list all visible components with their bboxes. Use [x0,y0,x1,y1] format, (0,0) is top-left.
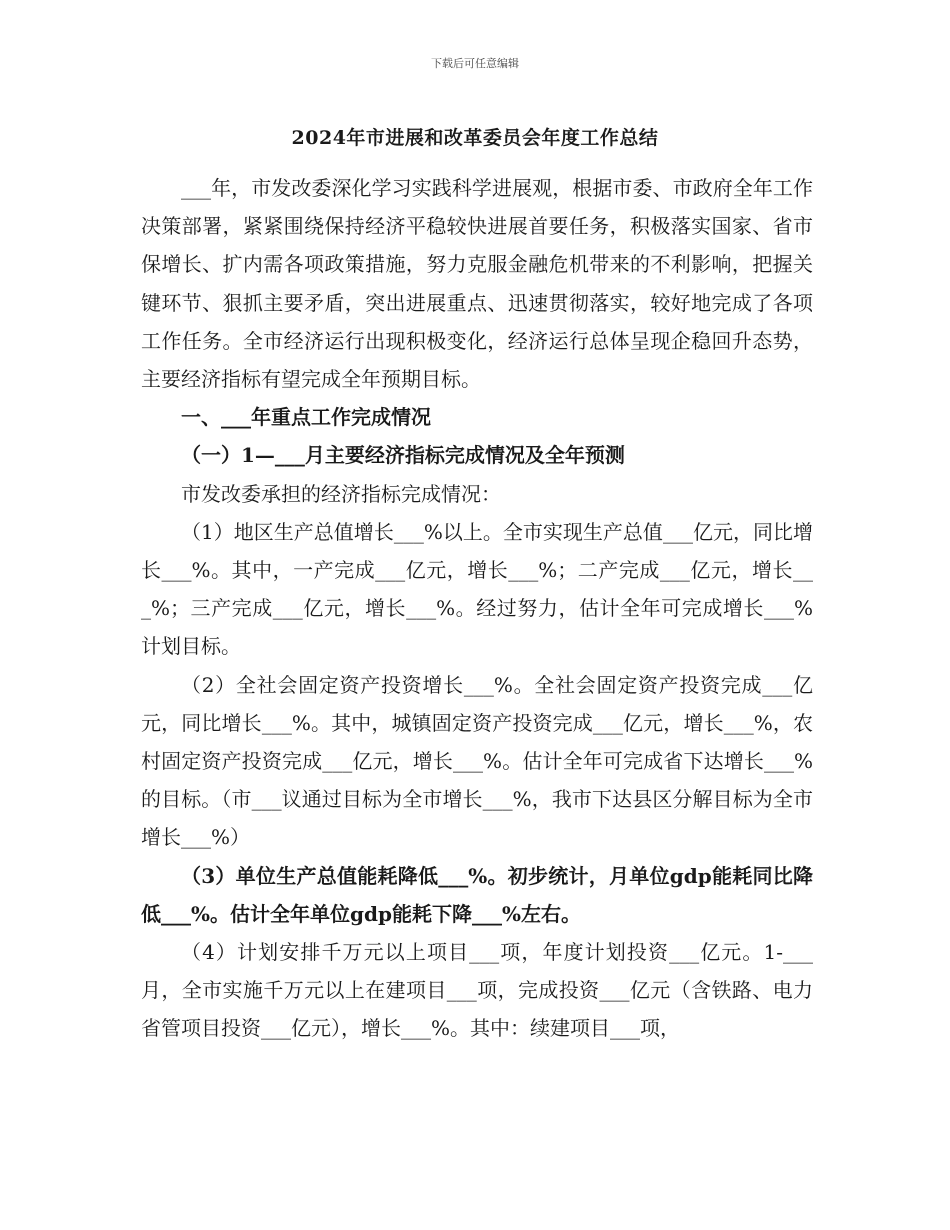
intro-paragraph: ___年，市发改委深化学习实践科学进展观，根据市委、市政府全年工作决策部署，紧紧围绕保持经济平稳较快进展首要任务，积极落实国家、省市保增长、扩内需各项政策措施，努力克服金融危机带来的不利影响，把握关键环节、狠抓主要矛盾，突出进展重点、迅速贯彻落实，较好地完成了各项工作任务。全市经济运行出现积极变化，经济运行总体呈现企稳回升态势，主要经济指标有望完成全年预期目标。 [141,176,813,392]
section-heading: 一、___年重点工作完成情况 [181,405,431,430]
body-paragraph: 市发改委承担的经济指标完成情况： [181,481,501,506]
header-note: 下载后可任意编辑 [431,57,519,70]
document-title: 2024年市进展和改革委员会年度工作总结 [291,127,659,149]
subsection-heading: （一）1—___月主要经济指标完成情况及全年预测 [181,443,625,468]
item-energy-paragraph: （3）单位生产总值能耗降低___%。初步统计，月单位gdp能耗同比降低___%。估计全年单位gdp能耗下降___%左右。 [141,863,813,926]
item-projects-paragraph: （4）计划安排千万元以上项目___项，年度计划投资___亿元。1-___月，全市实施千万元以上在建项目___项，完成投资___亿元（含铁路、电力省管项目投资___亿元），增长___%。其中：续建项目___项， [141,940,813,1041]
item-investment-paragraph: （2）全社会固定资产投资增长___%。全社会固定资产投资完成___亿元，同比增长___%。其中，城镇固定资产投资完成___亿元，增长___%，农村固定资产投资完成___亿元，增长___%。估计全年可完成省下达增长___%的目标。（市___议通过目标为全市增长___%，我市下达县区分解目标为全市增长___%） [141,672,813,850]
item-gdp-paragraph: （1）地区生产总值增长___%以上。全市实现生产总值___亿元，同比增长___%。其中，一产完成___亿元，增长___%；二产完成___亿元，增长___%；三产完成___亿元，增长___%。经过努力，估计全年可完成增长___%计划目标。 [141,519,813,659]
document-body [141,169,813,1048]
